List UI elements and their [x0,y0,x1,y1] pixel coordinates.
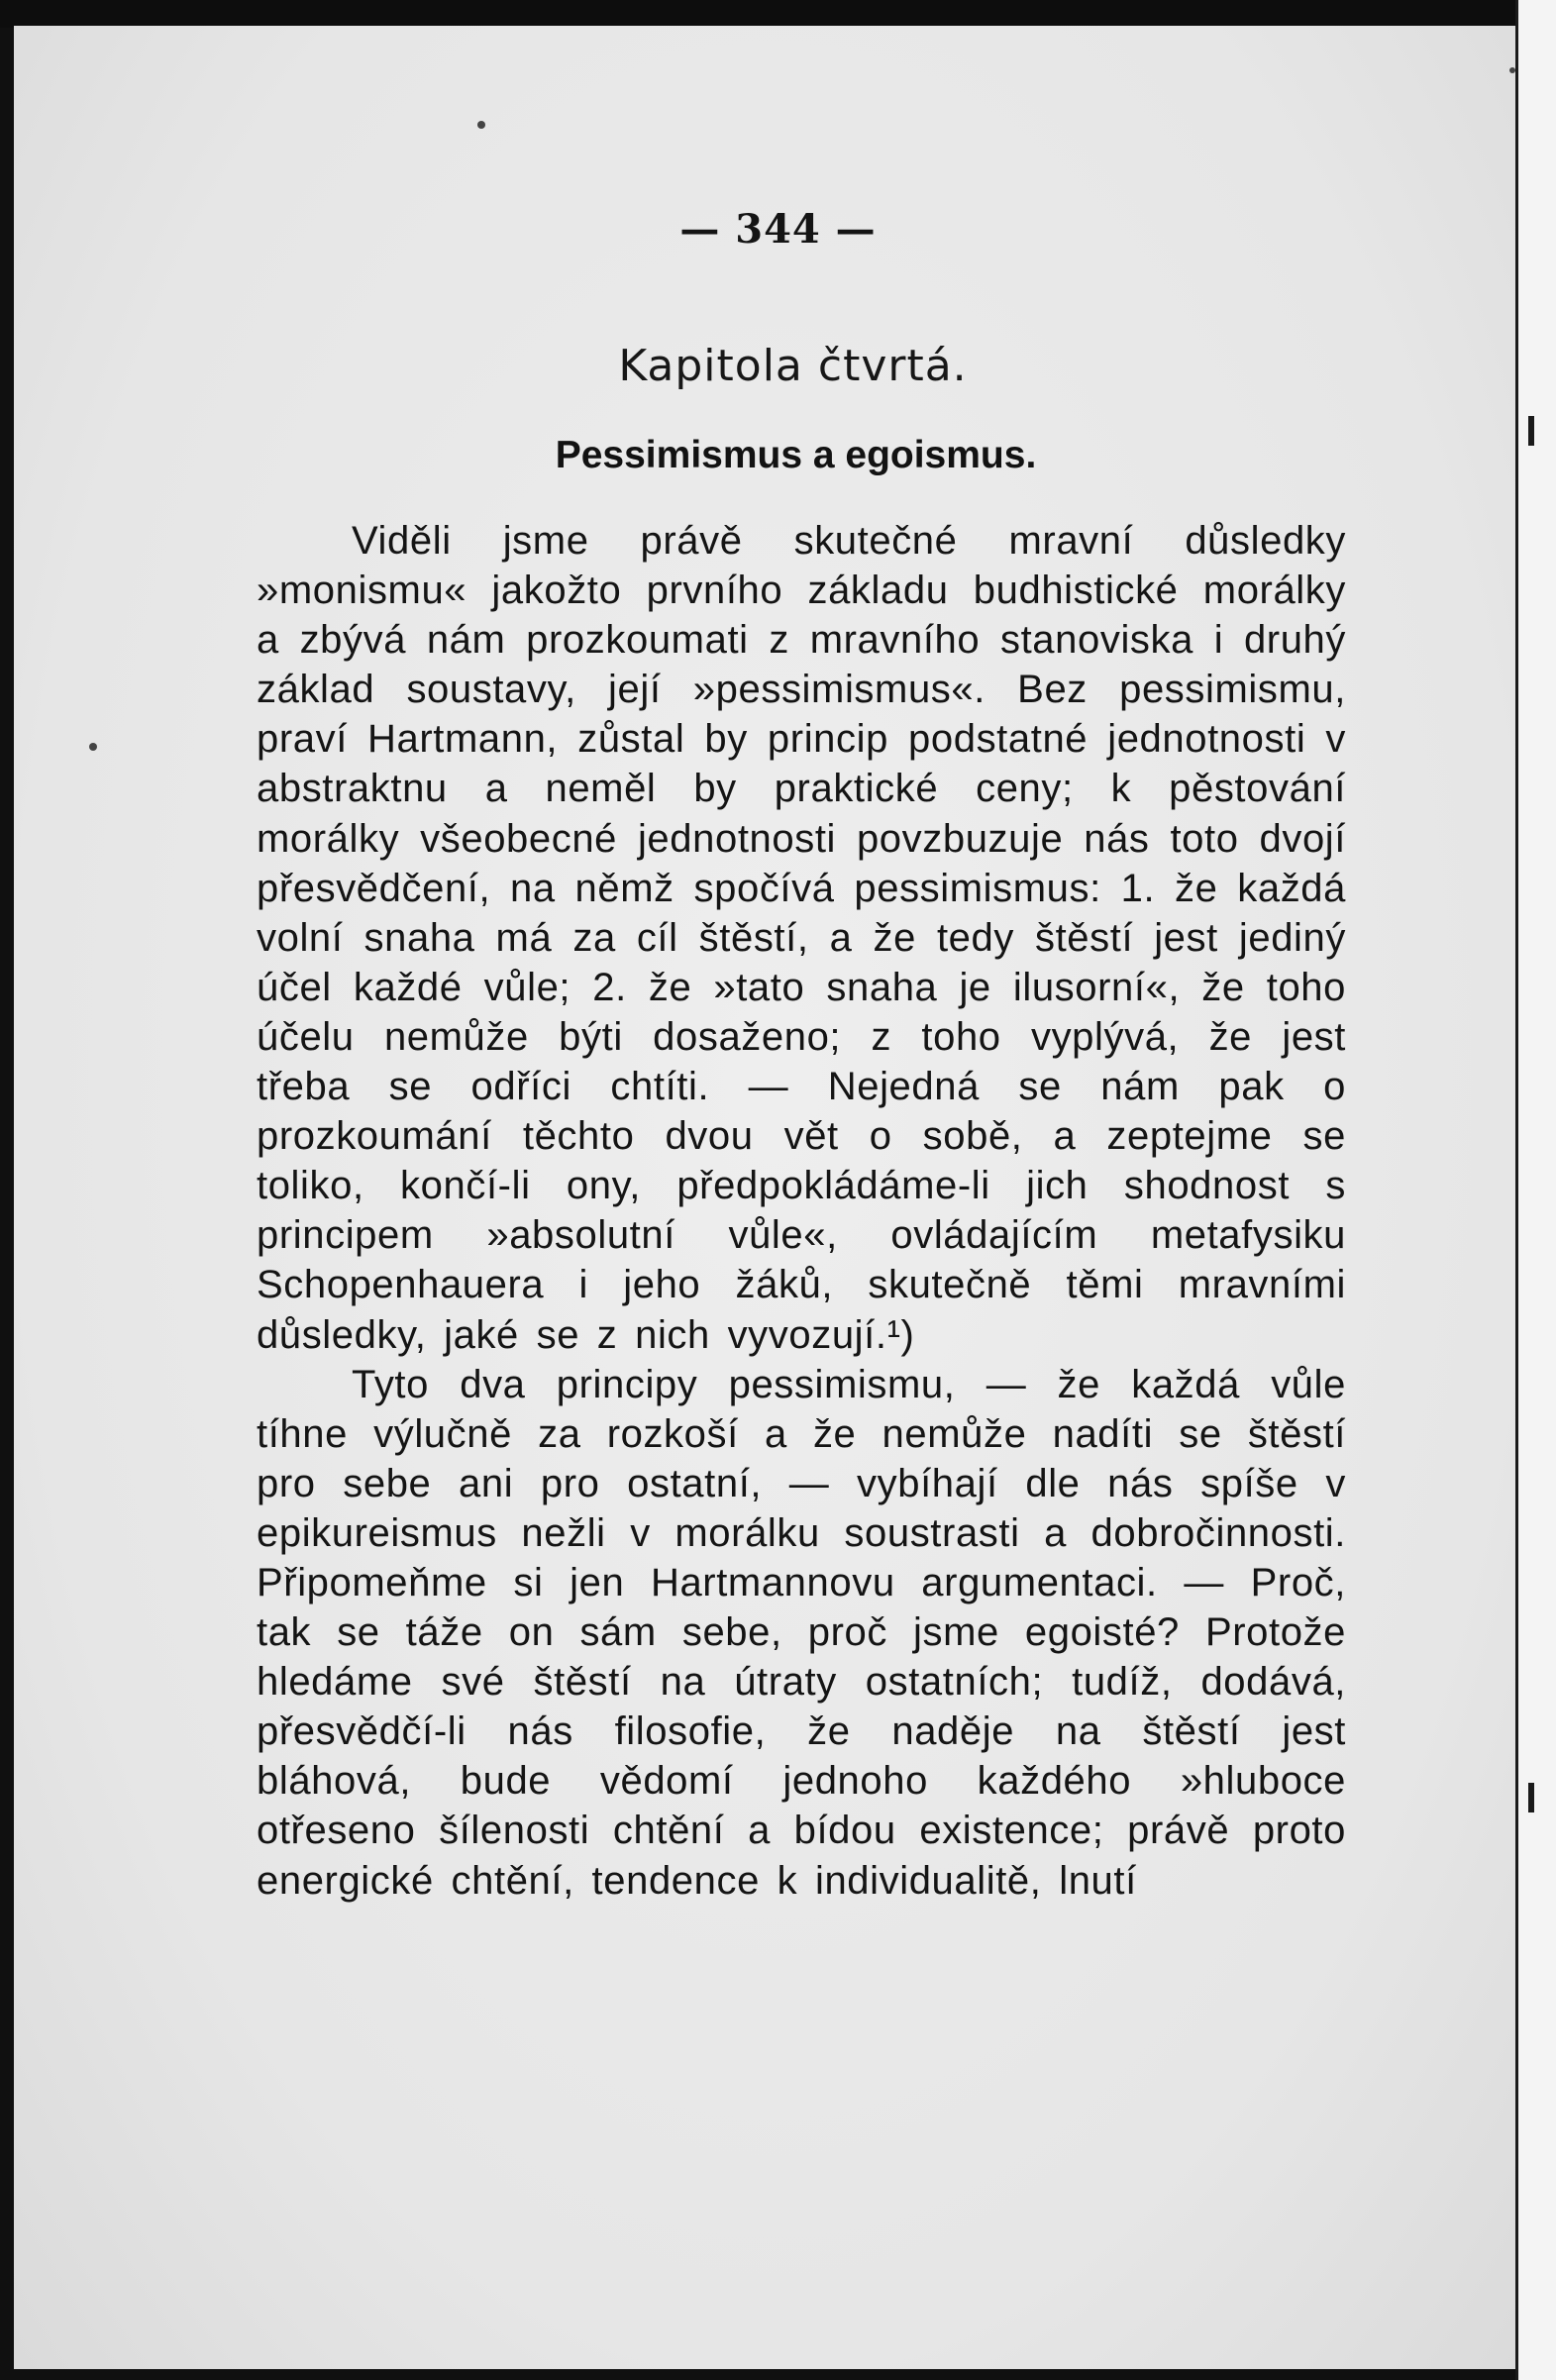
ink-speck [89,743,97,751]
page-number: — 344 — [679,206,877,253]
paragraph: Viděli jsme právě skutečné mravní důsledky »monismu« jakožto prvního základu budhistické morálky a zbývá nám prozkoumati z mravního stanoviska i druhý základ soustavy, její »pessimismus«. Bez pessimismu, praví Hartmann, zůstal by princip podstatné jednotnosti v abstraktnu a neměl by praktické ceny; k pěstování morálky všeobecné jednotnosti povzbuzuje nás toto dvojí přesvědčení, na němž spočívá pessimismus: 1. že každá volní snaha má za cíl štěstí, a že tedy štěstí jest jediný účel každé vůle; 2. že »tato snaha je ilusorní«, že toho účelu nemůže býti dosaženo; z toho vyplývá, že jest třeba se odříci chtíti. — Nejedná se nám pak o prozkoumání těchto dvou vět o sobě, a zeptejme se toliko, končí-li ony, předpokládáme-li jich shodnost s principem »absolutní vůle«, ovládajícím metafysiku Schopenhauera i jeho žáků, skutečně těmi mravními důsledky, jaké se z nich vyvozují.¹) [257,519,1346,1357]
ink-speck [477,121,485,129]
section-title: Pessimismus a egoismus. [555,434,1037,476]
chapter-title: Kapitola čtvrtá. [618,341,968,391]
edge-mark [1528,1783,1534,1812]
scan-top-edge [0,0,1556,28]
paragraph: Tyto dva principy pessimismu, — že každá vůle tíhne výlučně za rozkoší a že nemůže nadíti se štěstí pro sebe ani pro ostatní, — vybíhají dle nás spíše v epikureismus nežli v morálku soustrasti a dobročinnosti. Připomeňme si jen Hartmannovu argumentaci. — Proč, tak se táže on sám sebe, proč jsme egoisté? Protože hledáme své štěstí na útraty ostatních; tudíž, dodává, přesvědčí-li nás filosofie, že naděje na štěstí jest bláhová, bude vědomí jednoho každého »hluboce otřeseno šílenosti chtění a bídou existence; právě proto energické chtění, tendence k individualitě, lnutí [257,1362,1346,1903]
body-text [257,516,1346,1906]
